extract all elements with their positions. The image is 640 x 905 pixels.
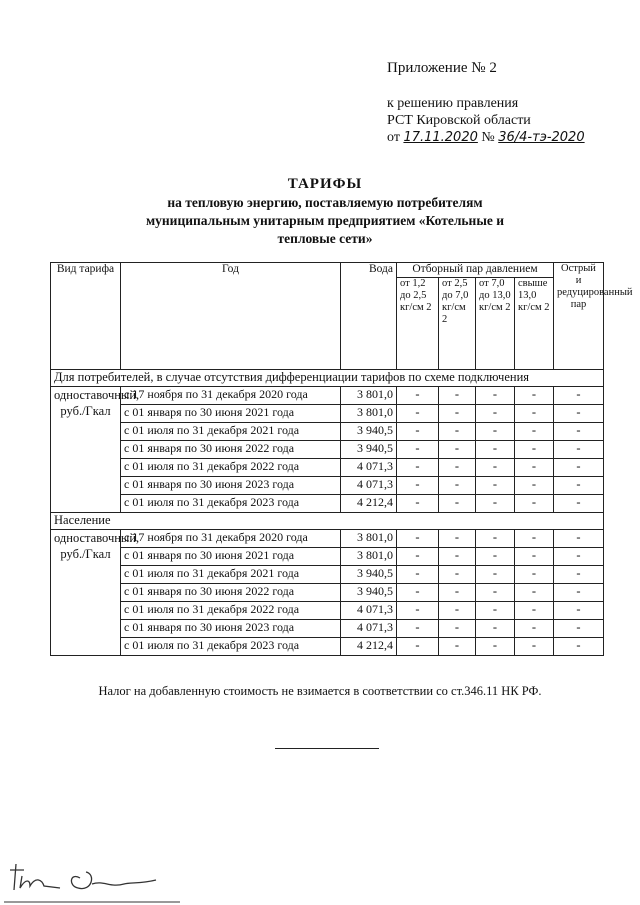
pressure-1-cell: -: [397, 566, 439, 584]
water-cell: 4 212,4: [341, 638, 397, 656]
decision-date: 17.11.2020: [403, 130, 478, 145]
table-row: [51, 584, 604, 602]
section-title: Население: [51, 513, 604, 530]
pressure-3-cell: -: [476, 566, 515, 584]
title-line-2: муниципальным унитарным предприятием «Котельные и: [145, 213, 505, 228]
period-cell: с 01 января по 30 июня 2022 года: [121, 441, 341, 459]
table-row: [51, 459, 604, 477]
decision-block: [387, 95, 585, 146]
water-cell: 4 071,3: [341, 459, 397, 477]
table-row: [51, 423, 604, 441]
section-row: [51, 513, 604, 530]
title-line-1: на тепловую энергию, поставляемую потребителям: [167, 195, 483, 210]
separator-line: [275, 748, 379, 749]
pressure-1-cell: -: [397, 441, 439, 459]
pressure-2-cell: -: [439, 638, 476, 656]
pressure-1-cell: -: [397, 405, 439, 423]
period-cell: с 01 января по 30 июня 2021 года: [121, 548, 341, 566]
pressure-3-cell: -: [476, 548, 515, 566]
header-pressure-2: от 2,5 до 7,0 кг/см 2: [439, 278, 476, 370]
date-prefix: от: [387, 130, 400, 145]
tariff-kind: одноставочный, руб./Гкал: [51, 387, 121, 513]
table-row: [51, 638, 604, 656]
sharp-steam-cell: -: [554, 459, 604, 477]
period-cell: с 01 июля по 31 декабря 2023 года: [121, 638, 341, 656]
pressure-4-cell: -: [515, 441, 554, 459]
pressure-2-cell: -: [439, 405, 476, 423]
section-title: Для потребителей, в случае отсутствия дифференциации тарифов по схеме подключения: [51, 370, 604, 387]
pressure-1-cell: -: [397, 584, 439, 602]
sharp-steam-cell: -: [554, 387, 604, 405]
water-cell: 4 071,3: [341, 620, 397, 638]
pressure-2-cell: -: [439, 584, 476, 602]
pressure-3-cell: -: [476, 638, 515, 656]
pressure-3-cell: -: [476, 584, 515, 602]
period-cell: с 01 января по 30 июня 2021 года: [121, 405, 341, 423]
water-cell: 4 071,3: [341, 602, 397, 620]
appendix-label: Приложение № 2: [387, 60, 497, 76]
tariff-table: [50, 262, 633, 656]
sharp-steam-cell: -: [554, 602, 604, 620]
title-heading: ТАРИФЫ: [287, 176, 363, 192]
sharp-steam-cell: -: [554, 566, 604, 584]
pressure-4-cell: -: [515, 530, 554, 548]
number-prefix: №: [481, 130, 495, 145]
pressure-2-cell: -: [439, 620, 476, 638]
pressure-3-cell: -: [476, 602, 515, 620]
table-row: [51, 387, 604, 405]
pressure-2-cell: -: [439, 423, 476, 441]
pressure-1-cell: -: [397, 423, 439, 441]
pressure-4-cell: -: [515, 387, 554, 405]
water-cell: 3 801,0: [341, 387, 397, 405]
period-cell: с 01 июля по 31 декабря 2022 года: [121, 459, 341, 477]
pressure-4-cell: -: [515, 459, 554, 477]
period-cell: с 01 января по 30 июня 2023 года: [121, 620, 341, 638]
sharp-steam-cell: -: [554, 477, 604, 495]
header-sharp-steam: Острый и редуцированный пар: [554, 263, 604, 370]
table-row: [51, 441, 604, 459]
sharp-steam-cell: -: [554, 495, 604, 513]
pressure-3-cell: -: [476, 441, 515, 459]
pressure-2-cell: -: [439, 602, 476, 620]
decision-line-2: РСТ Кировской области: [387, 113, 531, 128]
pressure-1-cell: -: [397, 495, 439, 513]
pressure-1-cell: -: [397, 548, 439, 566]
pressure-3-cell: -: [476, 459, 515, 477]
water-cell: 4 212,4: [341, 495, 397, 513]
period-cell: с 17 ноября по 31 декабря 2020 года: [121, 530, 341, 548]
sharp-steam-cell: -: [554, 423, 604, 441]
pressure-1-cell: -: [397, 387, 439, 405]
header-water: Вода: [341, 263, 397, 370]
header-steam: Отборный пар давлением: [397, 263, 554, 278]
decision-line-1: к решению правления: [387, 96, 519, 111]
period-cell: с 17 ноября по 31 декабря 2020 года: [121, 387, 341, 405]
pressure-2-cell: -: [439, 441, 476, 459]
water-cell: 3 940,5: [341, 423, 397, 441]
document-title: [60, 176, 590, 247]
pressure-1-cell: -: [397, 459, 439, 477]
table-row: [51, 566, 604, 584]
sharp-steam-cell: -: [554, 530, 604, 548]
decision-number: 36/4-тэ-2020: [498, 130, 585, 145]
sharp-steam-cell: -: [554, 405, 604, 423]
vat-note: Налог на добавленную стоимость не взимается в соответствии со ст.346.11 НК РФ.: [98, 684, 542, 698]
pressure-2-cell: -: [439, 548, 476, 566]
pressure-2-cell: -: [439, 477, 476, 495]
period-cell: с 01 июля по 31 декабря 2022 года: [121, 602, 341, 620]
header-pressure-3: от 7,0 до 13,0 кг/см 2: [476, 278, 515, 370]
period-cell: с 01 июля по 31 декабря 2021 года: [121, 566, 341, 584]
pressure-3-cell: -: [476, 477, 515, 495]
pressure-4-cell: -: [515, 602, 554, 620]
pressure-4-cell: -: [515, 584, 554, 602]
water-cell: 3 801,0: [341, 548, 397, 566]
tariff-kind: одноставочный, руб./Гкал: [51, 530, 121, 656]
table-row: [51, 602, 604, 620]
table-row: [51, 548, 604, 566]
period-cell: с 01 января по 30 июня 2022 года: [121, 584, 341, 602]
table-row: [51, 405, 604, 423]
sharp-steam-cell: -: [554, 548, 604, 566]
pressure-2-cell: -: [439, 495, 476, 513]
water-cell: 4 071,3: [341, 477, 397, 495]
header-period: Год: [121, 263, 341, 370]
title-line-3: тепловые сети»: [277, 231, 373, 246]
table-row: [51, 477, 604, 495]
pressure-4-cell: -: [515, 423, 554, 441]
pressure-4-cell: -: [515, 495, 554, 513]
sharp-steam-cell: -: [554, 620, 604, 638]
header-pressure-4: свыше 13,0 кг/см 2: [515, 278, 554, 370]
water-cell: 3 801,0: [341, 530, 397, 548]
table-row: [51, 620, 604, 638]
sharp-steam-cell: -: [554, 441, 604, 459]
pressure-4-cell: -: [515, 620, 554, 638]
pressure-1-cell: -: [397, 602, 439, 620]
period-cell: с 01 января по 30 июня 2023 года: [121, 477, 341, 495]
sharp-steam-cell: -: [554, 638, 604, 656]
pressure-3-cell: -: [476, 387, 515, 405]
water-cell: 3 940,5: [341, 584, 397, 602]
header-kind: Вид тарифа: [51, 263, 121, 370]
pressure-4-cell: -: [515, 548, 554, 566]
signature-mark: [0, 850, 200, 905]
section-row: [51, 370, 604, 387]
water-cell: 3 940,5: [341, 441, 397, 459]
period-cell: с 01 июля по 31 декабря 2023 года: [121, 495, 341, 513]
header-pressure-1: от 1,2 до 2,5 кг/см 2: [397, 278, 439, 370]
pressure-3-cell: -: [476, 495, 515, 513]
tariff-table-body: [51, 370, 604, 656]
pressure-3-cell: -: [476, 530, 515, 548]
pressure-1-cell: -: [397, 477, 439, 495]
pressure-4-cell: -: [515, 405, 554, 423]
table-row: [51, 530, 604, 548]
pressure-1-cell: -: [397, 638, 439, 656]
water-cell: 3 940,5: [341, 566, 397, 584]
pressure-2-cell: -: [439, 530, 476, 548]
period-cell: с 01 июля по 31 декабря 2021 года: [121, 423, 341, 441]
water-cell: 3 801,0: [341, 405, 397, 423]
pressure-4-cell: -: [515, 477, 554, 495]
pressure-4-cell: -: [515, 638, 554, 656]
pressure-3-cell: -: [476, 620, 515, 638]
pressure-2-cell: -: [439, 459, 476, 477]
pressure-2-cell: -: [439, 387, 476, 405]
sharp-steam-cell: -: [554, 584, 604, 602]
table-row: [51, 495, 604, 513]
pressure-3-cell: -: [476, 405, 515, 423]
pressure-1-cell: -: [397, 530, 439, 548]
pressure-1-cell: -: [397, 620, 439, 638]
decision-date-line: [387, 129, 585, 146]
pressure-2-cell: -: [439, 566, 476, 584]
pressure-3-cell: -: [476, 423, 515, 441]
pressure-4-cell: -: [515, 566, 554, 584]
